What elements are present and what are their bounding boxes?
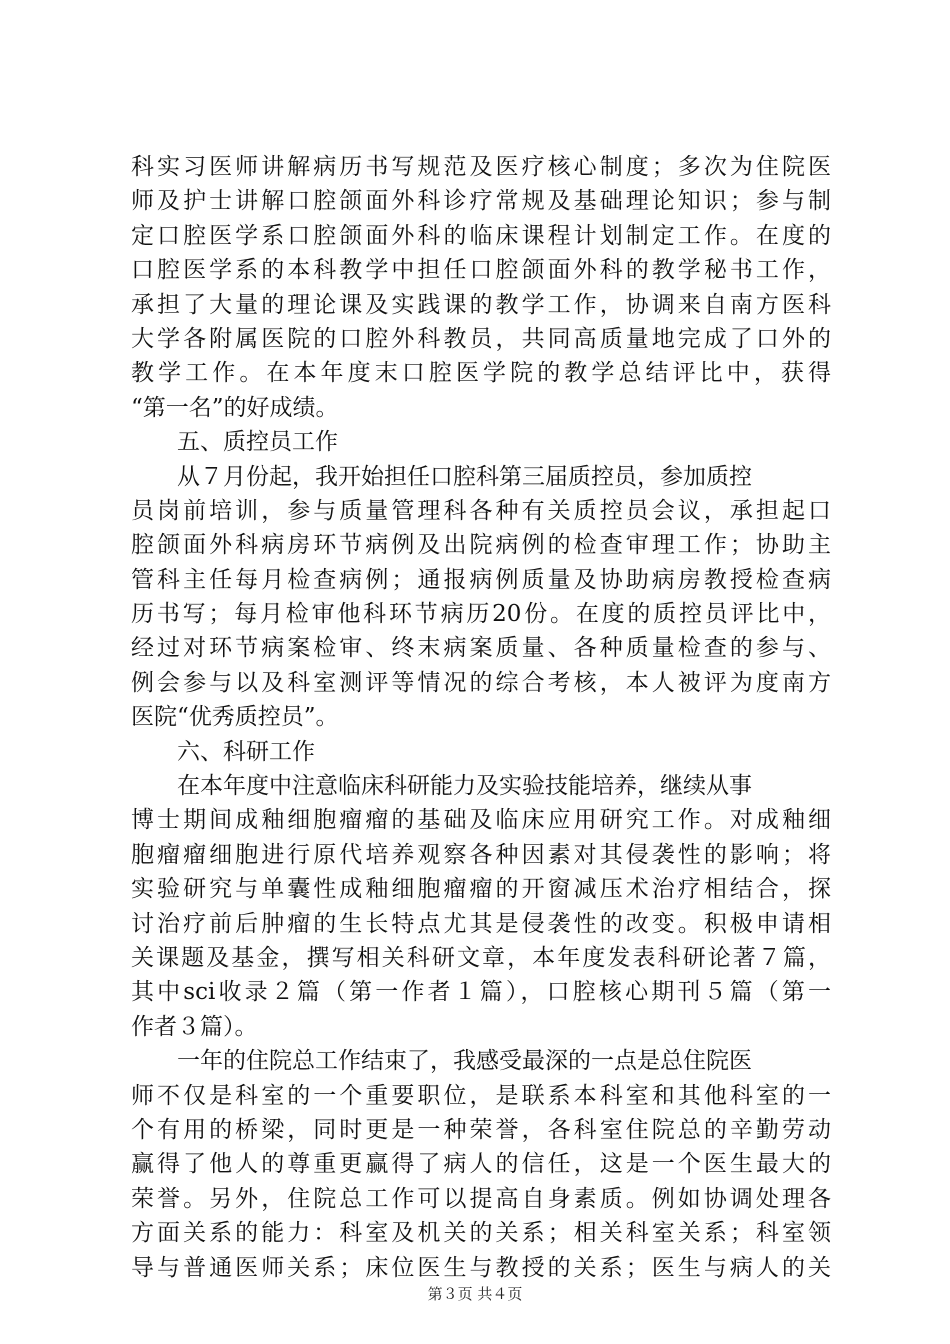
- paragraph-line: 教学工作。在本年度末口腔医学院的教学总结评比中，获得: [131, 360, 831, 387]
- paragraph-line: 员岗前培训，参与质量管理科各种有关质控员会议，承担起口: [131, 497, 831, 524]
- paragraph-line: 实验研究与单囊性成釉细胞瘤瘤的开窗减压术治疗相结合，探: [131, 876, 831, 903]
- page-footer: 第３页 共４页: [427, 1285, 523, 1303]
- section-heading: 六、科研工作: [177, 738, 315, 765]
- paragraph-line: 师不仅是科室的一个重要职位，是联系本科室和其他科室的一: [131, 1082, 831, 1109]
- paragraph-line: 在本年度中注意临床科研能力及实验技能培养，继续从事: [177, 773, 752, 800]
- paragraph-line: 赢得了他人的尊重更赢得了病人的信任，这是一个医生最大的: [131, 1151, 831, 1178]
- paragraph-line: 方面关系的能力：科室及机关的关系；相关科室关系；科室领: [131, 1220, 831, 1247]
- paragraph-line: 经过对环节病案检审、终末病案质量、各种质量检查的参与、: [131, 635, 831, 662]
- paragraph-line: 个有用的桥梁，同时更是一种荣誉，各科室住院总的辛勤劳动: [131, 1116, 831, 1143]
- document-body: [131, 150, 831, 1285]
- paragraph-line: 从７月份起，我开始担任口腔科第三届质控员，参加质控: [177, 463, 752, 490]
- paragraph-line: 一年的住院总工作结束了，我感受最深的一点是总住院医: [177, 1048, 752, 1075]
- paragraph-line: 科实习医师讲解病历书写规范及医疗核心制度；多次为住院医: [131, 154, 831, 180]
- paragraph-line: 其中sci收录２篇（第一作者１篇），口腔核心期刊５篇（第一: [131, 979, 831, 1006]
- paragraph-line: 导与普通医师关系；床位医生与教授的关系；医生与病人的关: [131, 1254, 831, 1281]
- paragraph-line: 胞瘤瘤细胞进行原代培养观察各种因素对其侵袭性的影响；将: [131, 841, 831, 868]
- paragraph-line: 医院“优秀质控员”。: [131, 704, 339, 731]
- paragraph-line: 定口腔医学系口腔颌面外科的临床课程计划制定工作。在度的: [131, 222, 831, 249]
- paragraph-line: 作者３篇）。: [131, 1013, 258, 1040]
- paragraph-line: 师及护士讲解口腔颌面外科诊疗常规及基础理论知识；参与制: [131, 188, 831, 215]
- paragraph-line: 腔颌面外科病房环节病例及出院病例的检查审理工作；协助主: [131, 532, 831, 559]
- section-heading: 五、质控员工作: [177, 429, 338, 456]
- paragraph-line: 例会参与以及科室测评等情况的综合考核，本人被评为度南方: [131, 669, 831, 696]
- paragraph-line: “第一名”的好成绩。: [131, 394, 339, 421]
- paragraph-line: 口腔医学系的本科教学中担任口腔颌面外科的教学秘书工作，: [131, 257, 831, 284]
- paragraph-line: 承担了大量的理论课及实践课的教学工作，协调来自南方医科: [131, 291, 831, 318]
- paragraph-line: 博士期间成釉细胞瘤瘤的基础及临床应用研究工作。对成釉细: [131, 807, 831, 834]
- paragraph-line: 大学各附属医院的口腔外科教员，共同高质量地完成了口外的: [131, 325, 831, 352]
- paragraph-line: 历书写；每月检审他科环节病历20份。在度的质控员评比中，: [131, 601, 831, 628]
- paragraph-line: 管科主任每月检查病例；通报病例质量及协助病房教授检查病: [131, 566, 831, 593]
- paragraph-line: 关课题及基金，撰写相关科研文章，本年度发表科研论著７篇，: [131, 944, 831, 971]
- paragraph-line: 荣誉。另外，住院总工作可以提高自身素质。例如协调处理各: [131, 1185, 831, 1212]
- paragraph-line: 讨治疗前后肿瘤的生长特点尤其是侵袭性的改变。积极申请相: [131, 910, 831, 937]
